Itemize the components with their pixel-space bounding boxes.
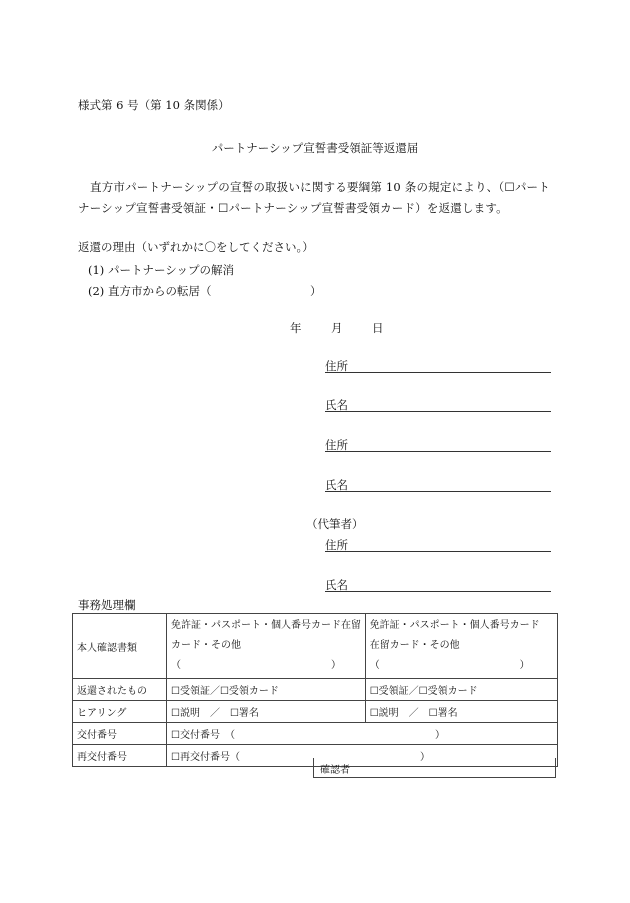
name-label-1: 氏名 <box>325 398 348 412</box>
id-documents-cell-b[interactable] <box>365 614 557 679</box>
document-title: パートナーシップ宣誓書受領証等返還届 <box>211 141 419 155</box>
proxy-name-label: 氏名 <box>325 578 348 592</box>
table-row <box>73 679 558 701</box>
returned-items-cell-b[interactable]: ☐受領証／☐受領カード <box>365 679 557 701</box>
row-label-hearing: ヒアリング <box>73 701 167 723</box>
name-line-1[interactable] <box>325 411 551 412</box>
id-documents-a-line-1: 免許証・パスポート・個人番号カード在留 <box>171 620 361 631</box>
reason-heading: 返還の理由（いずれかに〇をしてください。） <box>78 240 314 254</box>
name-label-2: 氏名 <box>325 478 348 492</box>
date-month-label: 月 <box>331 321 343 335</box>
reissue-number-cell[interactable]: ☐再交付番号（ ） <box>167 745 558 767</box>
proxy-address-label: 住所 <box>325 538 348 552</box>
row-label-reissue-number: 再交付番号 <box>73 745 167 767</box>
row-label-id-documents: 本人確認書類 <box>73 614 167 679</box>
id-documents-b-line-3: （ ） <box>369 660 530 671</box>
row-label-issue-number: 交付番号 <box>73 723 167 745</box>
date-year-label: 年 <box>290 321 302 335</box>
confirmer-box[interactable] <box>313 758 556 778</box>
table-row <box>73 723 558 745</box>
reason-option-moving-close: ） <box>310 284 322 298</box>
proxy-label: （代筆者） <box>306 517 364 531</box>
issue-number-cell[interactable]: ☐交付番号 （ ） <box>167 723 558 745</box>
returned-items-cell-a[interactable]: ☐受領証／☐受領カード <box>167 679 366 701</box>
id-documents-cell-a[interactable] <box>167 614 366 679</box>
name-line-2[interactable] <box>325 491 551 492</box>
confirmer-label: 確認者 <box>320 765 350 776</box>
date-day-label: 日 <box>372 321 384 335</box>
proxy-name-line[interactable] <box>325 591 551 592</box>
id-documents-b-line-2: 在留カード・その他 <box>369 640 460 651</box>
office-use-table <box>72 613 558 767</box>
id-documents-a-line-3: （ ） <box>171 660 341 671</box>
office-use-heading: 事務処理欄 <box>78 598 136 612</box>
reason-option-moving: (2) 直方市からの転居（ <box>88 284 212 298</box>
address-line-2[interactable] <box>325 451 551 452</box>
body-text-line-2: ナーシップ宣誓書受領証・☐パートナーシップ宣誓書受領カード）を返還します。 <box>78 201 508 215</box>
address-label-1: 住所 <box>325 359 348 373</box>
hearing-cell-a[interactable]: ☐説明 ／ ☐署名 <box>167 701 366 723</box>
proxy-address-line[interactable] <box>325 551 551 552</box>
address-line-1[interactable] <box>325 372 551 373</box>
reason-option-dissolution: (1) パートナーシップの解消 <box>88 263 234 277</box>
table-row <box>73 701 558 723</box>
address-label-2: 住所 <box>325 438 348 452</box>
id-documents-b-line-1: 免許証・パスポート・個人番号カード <box>369 620 540 631</box>
body-text-line-1: 直方市パートナーシップの宣誓の取扱いに関する要綱第 10 条の規定により、（☐パート <box>90 180 550 194</box>
form-number: 様式第 6 号（第 10 条関係） <box>78 98 230 112</box>
id-documents-a-line-2: カード・その他 <box>171 640 241 651</box>
row-label-returned-items: 返還されたもの <box>73 679 167 701</box>
hearing-cell-b[interactable]: ☐説明 ／ ☐署名 <box>365 701 557 723</box>
table-row <box>73 614 558 679</box>
